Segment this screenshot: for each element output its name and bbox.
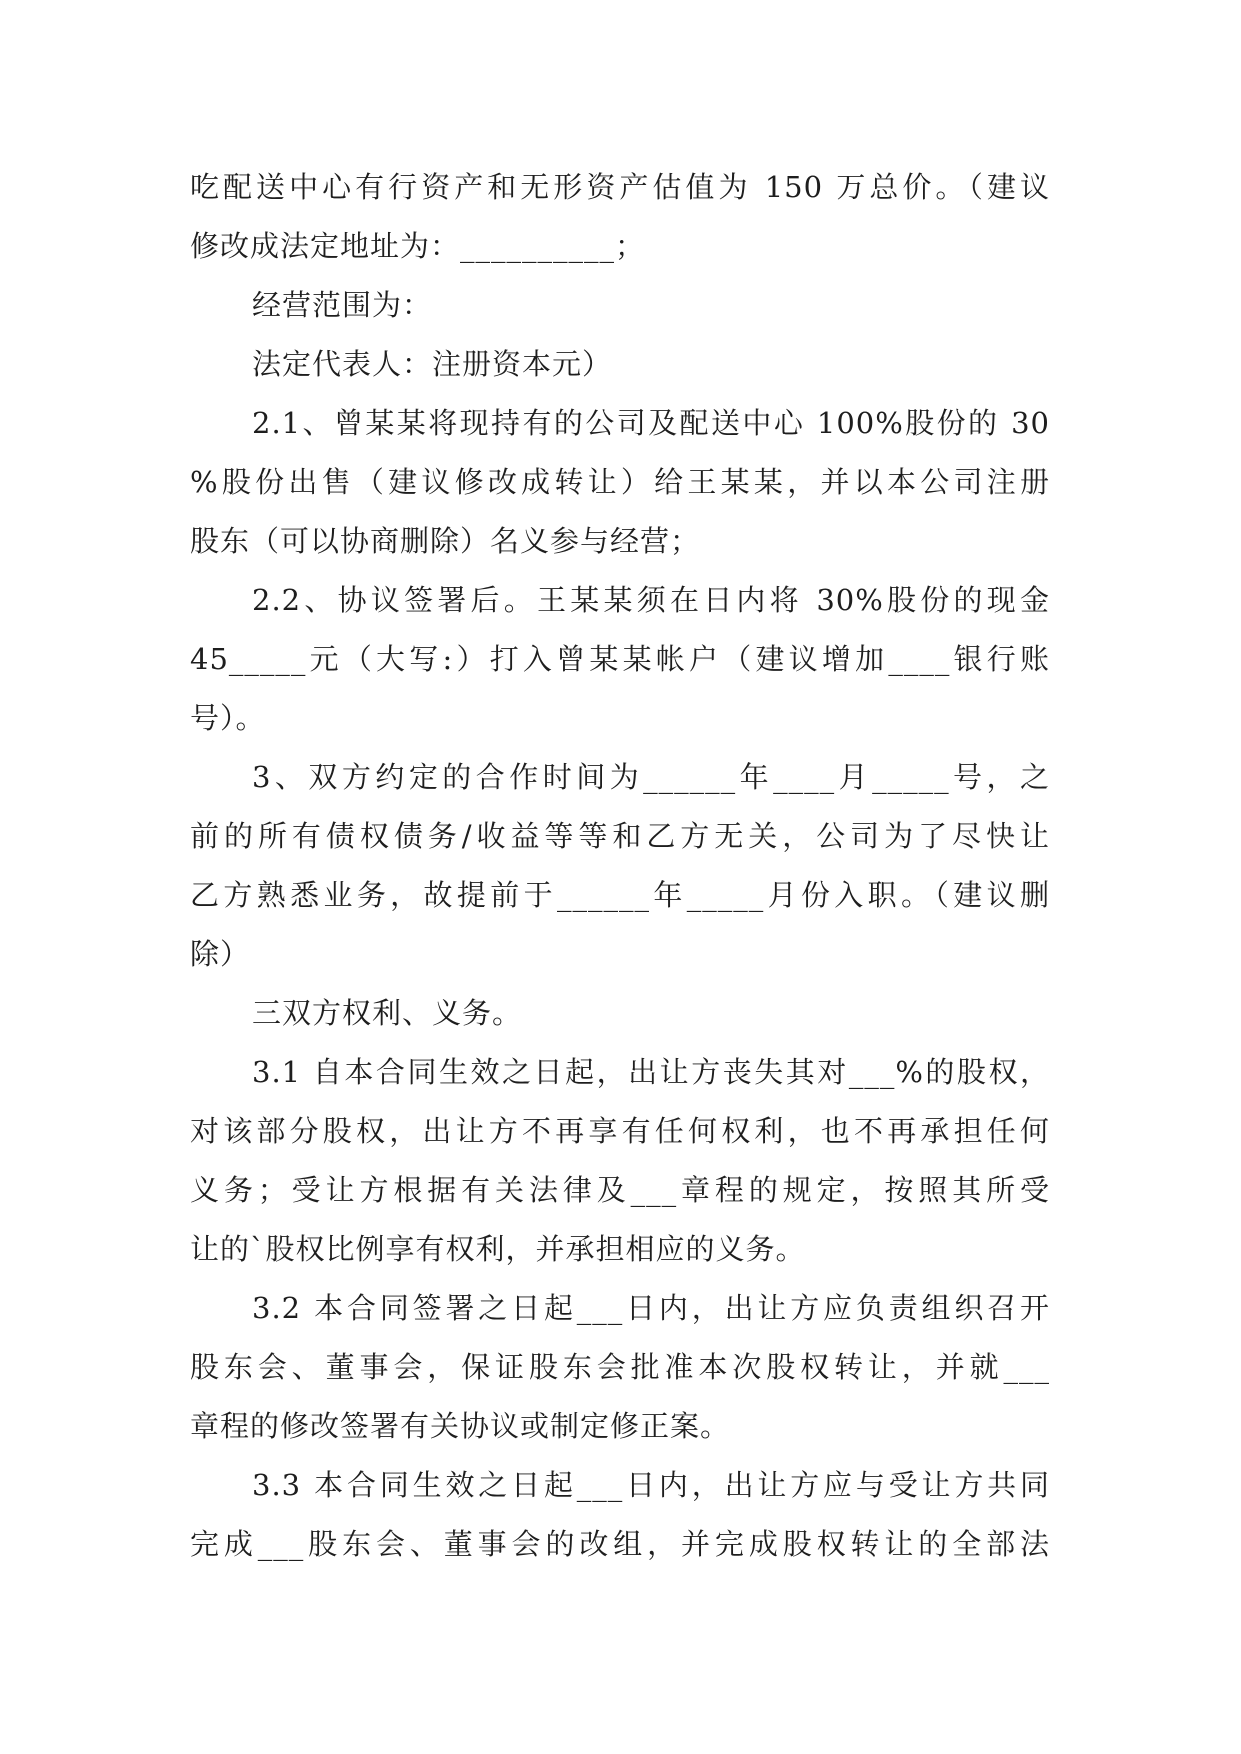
text-line: 完成___股东会、董事会的改组，并完成股权转让的全部法 <box>190 1527 1050 1561</box>
text-line: 号）。 <box>190 701 266 735</box>
text-line: 45_____元（大写:）打入曾某某帐户（建议增加____银行账 <box>190 642 1050 676</box>
text-line: 义务；受让方根据有关法律及___章程的规定，按照其所受 <box>190 1173 1050 1207</box>
text-line: 3.2 本合同签署之日起___日内，出让方应负责组织召开 <box>252 1291 1050 1325</box>
text-line: 乙方熟悉业务，故提前于______年_____月份入职。（建议删 <box>190 878 1050 912</box>
text-line: 三双方权利、义务。 <box>252 996 523 1030</box>
text-line: 章程的修改签署有关协议或制定修正案。 <box>190 1409 731 1443</box>
document-body <box>190 158 1050 1574</box>
text-line: 除） <box>190 937 251 971</box>
text-line: 经营范围为： <box>252 288 433 322</box>
text-line: 股东（可以协商删除）名义参与经营； <box>190 524 701 558</box>
text-line: 股东会、董事会，保证股东会批准本次股权转让，并就___ <box>190 1350 1050 1384</box>
text-line: 吃配送中心有行资产和无形资产估值为 150 万总价。（建议 <box>190 170 1050 204</box>
text-line: 2.1、曾某某将现持有的公司及配送中心 100%股份的 30 <box>252 406 1050 440</box>
text-line: 让的`股权比例享有权利，并承担相应的义务。 <box>190 1232 806 1266</box>
text-line: 前的所有债权债务/收益等等和乙方无关，公司为了尽快让 <box>190 819 1050 853</box>
text-line: 修改成法定地址为：__________； <box>190 229 646 263</box>
text-line: 2.2、协议签署后。王某某须在日内将 30%股份的现金 <box>252 583 1050 617</box>
text-line: 对该部分股权，出让方不再享有任何权利，也不再承担任何 <box>190 1114 1050 1148</box>
text-line: 3、双方约定的合作时间为______年____月_____号，之 <box>252 760 1050 794</box>
text-line: 法定代表人：注册资本元） <box>252 347 613 381</box>
text-line: 3.3 本合同生效之日起___日内，出让方应与受让方共同 <box>252 1468 1050 1502</box>
text-line: 3.1 自本合同生效之日起，出让方丧失其对___%的股权， <box>252 1055 1050 1089</box>
text-line: %股份出售（建议修改成转让）给王某某，并以本公司注册 <box>190 465 1050 499</box>
